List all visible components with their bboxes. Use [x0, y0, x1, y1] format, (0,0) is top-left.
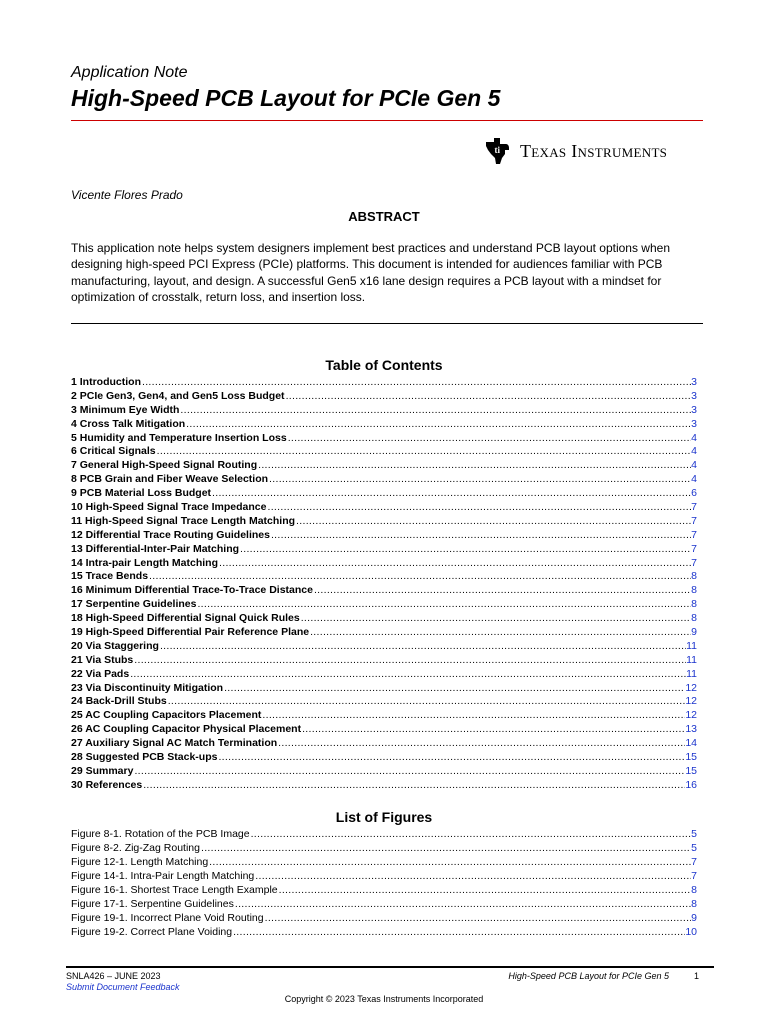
toc-entry-page-link[interactable]: 13 [685, 723, 697, 736]
lof-entry[interactable] [71, 897, 697, 911]
toc-entry-title[interactable]: 30 References [71, 778, 143, 791]
toc-entry[interactable] [71, 779, 697, 793]
toc-entry[interactable] [71, 515, 697, 529]
dot-leader [295, 515, 691, 529]
toc-entry[interactable] [71, 557, 697, 571]
dot-leader [142, 779, 685, 793]
footer-doc-id: SNLA426 – JUNE 2023 [66, 971, 161, 981]
toc-entry-page-link[interactable]: 3 [691, 403, 697, 416]
toc-entry-page-link[interactable]: 3 [691, 376, 697, 388]
toc-entry-title[interactable]: 21 Via Stubs [71, 653, 134, 666]
lof-entry[interactable] [71, 869, 697, 883]
dot-leader [232, 925, 685, 939]
dot-leader [239, 543, 691, 557]
toc-entry-title[interactable]: 15 Trace Bends [71, 570, 149, 583]
lof-entry-title[interactable]: Figure 17-1. Serpentine Guidelines [71, 898, 234, 910]
toc-entry-title[interactable]: 18 High-Speed Differential Signal Quick Rules [71, 612, 300, 625]
toc-entry[interactable] [71, 445, 697, 459]
dot-leader [208, 855, 691, 869]
dot-leader [270, 529, 691, 543]
toc-entry-title[interactable]: 12 Differential Trace Routing Guidelines [71, 528, 270, 541]
dot-leader [250, 827, 692, 841]
toc-entry-title[interactable]: 10 High-Speed Signal Trace Impedance [71, 501, 267, 514]
toc-entry-title[interactable]: 13 Differential-Inter-Pair Matching [71, 542, 240, 555]
header-rule [71, 120, 703, 121]
toc-entry[interactable] [71, 737, 697, 751]
toc-list [71, 376, 697, 793]
toc-entry[interactable] [71, 487, 697, 501]
dot-leader [148, 570, 691, 584]
dot-leader [200, 841, 691, 855]
lof-entry-page-link[interactable]: 9 [691, 912, 697, 924]
lof-entry-page-link[interactable]: 5 [691, 842, 697, 854]
dot-leader [167, 695, 686, 709]
toc-entry-page-link[interactable]: 14 [685, 737, 697, 750]
toc-entry-title[interactable]: 24 Back-Drill Stubs [71, 695, 167, 708]
toc-entry-page-link[interactable]: 8 [691, 598, 697, 611]
lof-entry-title[interactable]: Figure 8-2. Zig-Zag Routing [71, 842, 200, 854]
ti-logo-icon [484, 136, 512, 166]
toc-entry-title[interactable]: 2 PCIe Gen3, Gen4, and Gen5 Loss Budget [71, 389, 285, 402]
lof-entry-title[interactable]: Figure 19-1. Incorrect Plane Void Routing [71, 912, 264, 924]
lof-entry-page-link[interactable]: 5 [691, 828, 697, 840]
dot-leader [278, 883, 692, 897]
lof-entry[interactable] [71, 855, 697, 869]
toc-entry-page-link[interactable]: 11 [686, 639, 697, 652]
toc-entry[interactable] [71, 390, 697, 404]
toc-entry[interactable] [71, 459, 697, 473]
doc-title: High-Speed PCB Layout for PCIe Gen 5 [71, 85, 501, 111]
logo-text: Texas Instruments [520, 140, 668, 161]
toc-entry-title[interactable]: 16 Minimum Differential Trace-To-Trace Distance [71, 584, 313, 597]
dot-leader [211, 487, 691, 501]
toc-entry-page-link[interactable]: 8 [691, 584, 697, 597]
toc-entry[interactable] [71, 376, 697, 390]
toc-entry-title[interactable]: 25 AC Coupling Capacitors Placement [71, 709, 262, 722]
toc-entry-title[interactable]: 20 Via Staggering [71, 639, 159, 652]
toc-entry-page-link[interactable]: 12 [685, 681, 697, 694]
toc-entry-title[interactable]: 11 High-Speed Signal Trace Length Matching [71, 514, 296, 527]
lof-entry-page-link[interactable]: 7 [691, 870, 697, 882]
dot-leader [217, 751, 685, 765]
dot-leader [285, 390, 692, 404]
toc-entry-title[interactable]: 1 Introduction [71, 376, 141, 388]
svg-text:ti: ti [494, 145, 500, 155]
toc-entry-page-link[interactable]: 15 [685, 764, 697, 777]
toc-entry[interactable] [71, 418, 697, 432]
toc-entry[interactable] [71, 570, 697, 584]
abstract-body: This application note helps system designers implement best practices and understand PCB layout options when designing high-speed PCI Express (PCIe) platforms. This document is intended for audiences familiar with PCB manufacturing, layout, and design. A successful Gen5 x16 lane design requires a PCB layout with a mindset for optimization of crosstalk, return loss, and insertion loss. [71, 241, 670, 304]
toc-entry-title[interactable]: 26 AC Coupling Capacitor Physical Placement [71, 723, 302, 736]
toc-entry-page-link[interactable]: 9 [691, 626, 697, 639]
lof-list [71, 827, 697, 939]
dot-leader [313, 584, 691, 598]
toc-entry-title[interactable]: 14 Intra-pair Length Matching [71, 556, 219, 569]
dot-leader [300, 612, 691, 626]
toc-entry-page-link[interactable]: 15 [685, 751, 697, 764]
dot-leader [133, 654, 686, 668]
lof-entry-page-link[interactable]: 7 [691, 856, 697, 868]
abstract-rule [71, 323, 703, 324]
toc-entry-page-link[interactable]: 7 [691, 542, 697, 555]
toc-entry[interactable] [71, 584, 697, 598]
lof-entry[interactable] [71, 911, 697, 925]
toc-entry-page-link[interactable]: 4 [691, 445, 697, 458]
lof-entry-title[interactable]: Figure 8-1. Rotation of the PCB Image [71, 828, 250, 840]
dot-leader [234, 897, 691, 911]
dot-leader [179, 404, 691, 418]
toc-entry[interactable] [71, 695, 697, 709]
toc-entry[interactable] [71, 709, 697, 723]
toc-entry-title[interactable]: 5 Humidity and Temperature Insertion Loss [71, 431, 287, 444]
toc-entry[interactable] [71, 654, 697, 668]
toc-entry-page-link[interactable]: 6 [691, 487, 697, 500]
toc-entry-title[interactable]: 23 Via Discontinuity Mitigation [71, 681, 224, 694]
toc-entry[interactable] [71, 751, 697, 765]
dot-leader [264, 911, 692, 925]
toc-entry[interactable] [71, 501, 697, 515]
toc-entry-page-link[interactable]: 8 [691, 612, 697, 625]
lof-entry[interactable] [71, 827, 697, 841]
abstract-heading: ABSTRACT [348, 209, 420, 224]
toc-entry[interactable] [71, 626, 697, 640]
dot-leader [133, 765, 685, 779]
toc-entry[interactable] [71, 682, 697, 696]
dot-leader [159, 640, 686, 654]
toc-entry[interactable] [71, 668, 697, 682]
lof-entry-page-link[interactable]: 10 [685, 926, 697, 938]
toc-entry-page-link[interactable]: 7 [691, 501, 697, 514]
toc-entry[interactable] [71, 640, 697, 654]
toc-entry-title[interactable]: 9 PCB Material Loss Budget [71, 487, 212, 500]
feedback-link[interactable]: Submit Document Feedback [66, 982, 180, 992]
lof-entry-title[interactable]: Figure 12-1. Length Matching [71, 856, 209, 868]
toc-entry-title[interactable]: 3 Minimum Eye Width [71, 403, 180, 416]
ti-logo [484, 136, 667, 166]
toc-entry-title[interactable]: 17 Serpentine Guidelines [71, 598, 197, 611]
lof-entry[interactable] [71, 883, 697, 897]
footer-rule [66, 966, 714, 968]
toc-entry[interactable] [71, 598, 697, 612]
dot-leader [261, 709, 685, 723]
toc-entry-title[interactable]: 28 Suggested PCB Stack-ups [71, 751, 218, 764]
author: Vicente Flores Prado [71, 188, 183, 202]
toc-entry-title[interactable]: 27 Auxiliary Signal AC Match Termination [71, 737, 278, 750]
footer-title: High-Speed PCB Layout for PCIe Gen 5 [508, 971, 669, 981]
dot-leader [129, 668, 686, 682]
dot-leader [254, 869, 691, 883]
dot-leader [185, 418, 691, 432]
lof-entry[interactable] [71, 841, 697, 855]
toc-entry-page-link[interactable]: 12 [685, 709, 697, 722]
toc-entry[interactable] [71, 543, 697, 557]
dot-leader [268, 473, 691, 487]
dot-leader [287, 432, 691, 446]
toc-entry-page-link[interactable]: 8 [691, 570, 697, 583]
toc-entry-page-link[interactable]: 4 [691, 473, 697, 486]
toc-entry-title[interactable]: 22 Via Pads [71, 667, 130, 680]
toc-entry-page-link[interactable]: 7 [691, 528, 697, 541]
dot-leader [218, 557, 691, 571]
lof-entry-title[interactable]: Figure 16-1. Shortest Trace Length Example [71, 884, 278, 896]
toc-entry-title[interactable]: 6 Critical Signals [71, 445, 156, 458]
toc-entry[interactable] [71, 723, 697, 737]
toc-entry[interactable] [71, 765, 697, 779]
toc-entry-title[interactable]: 8 PCB Grain and Fiber Weave Selection [71, 473, 269, 486]
toc-heading: Table of Contents [325, 357, 443, 373]
toc-entry-page-link[interactable]: 11 [686, 667, 697, 680]
toc-entry-title[interactable]: 19 High-Speed Differential Pair Reference Plane [71, 626, 310, 639]
doc-type: Application Note [71, 64, 188, 81]
toc-entry[interactable] [71, 473, 697, 487]
toc-entry[interactable] [71, 529, 697, 543]
toc-entry-page-link[interactable]: 12 [685, 695, 697, 708]
dot-leader [309, 626, 691, 640]
dot-leader [156, 445, 692, 459]
toc-entry-page-link[interactable]: 7 [691, 556, 697, 569]
toc-entry[interactable] [71, 404, 697, 418]
dot-leader [141, 376, 691, 390]
toc-entry-page-link[interactable]: 3 [691, 417, 697, 430]
lof-entry-title[interactable]: Figure 19-2. Correct Plane Voiding [71, 926, 233, 938]
lof-heading: List of Figures [335, 809, 433, 825]
toc-entry[interactable] [71, 612, 697, 626]
dot-leader [266, 501, 691, 515]
lof-entry-title[interactable]: Figure 14-1. Intra-Pair Length Matching [71, 870, 255, 882]
toc-entry-page-link[interactable]: 4 [691, 459, 697, 472]
toc-entry-page-link[interactable]: 7 [691, 514, 697, 527]
toc-entry-page-link[interactable]: 11 [686, 653, 697, 666]
dot-leader [277, 737, 685, 751]
toc-entry-page-link[interactable]: 4 [691, 431, 697, 444]
toc-entry-page-link[interactable]: 3 [691, 389, 697, 402]
toc-entry-title[interactable]: 29 Summary [71, 764, 134, 777]
dot-leader [257, 459, 691, 473]
lof-entry[interactable] [71, 925, 697, 939]
dot-leader [196, 598, 691, 612]
footer-page-number: 1 [694, 971, 700, 981]
lof-entry-page-link[interactable]: 8 [691, 884, 697, 896]
dot-leader [223, 682, 685, 696]
toc-entry-title[interactable]: 7 General High-Speed Signal Routing [71, 459, 258, 472]
lof-entry-page-link[interactable]: 8 [691, 898, 697, 910]
dot-leader [301, 723, 685, 737]
toc-entry-page-link[interactable]: 16 [685, 778, 697, 791]
copyright: Copyright © 2023 Texas Instruments Incorporated [284, 994, 484, 1004]
toc-entry[interactable] [71, 432, 697, 446]
toc-entry-title[interactable]: 4 Cross Talk Mitigation [71, 417, 186, 430]
